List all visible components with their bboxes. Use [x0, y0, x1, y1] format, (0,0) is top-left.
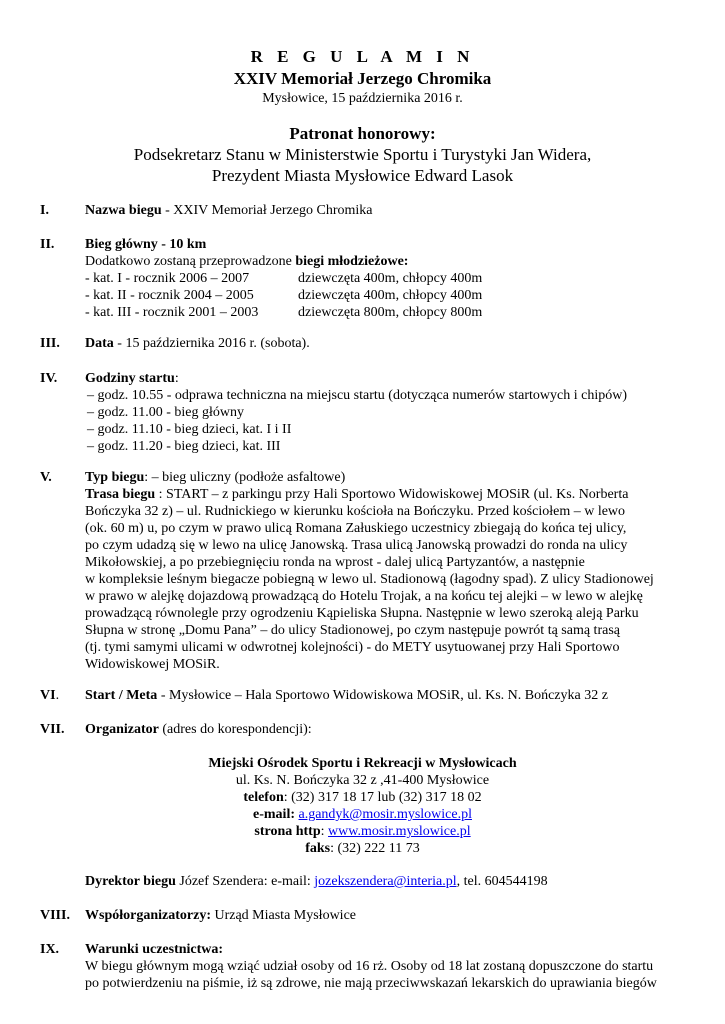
- organizer-email-link[interactable]: a.gandyk@mosir.myslowice.pl: [298, 807, 472, 822]
- director-label: Dyrektor biegu: [85, 874, 176, 889]
- route-line: w kompleksie leśnym biegacze pobiegną w lewo ul. Stadionową (łagodny spad). Z ulicy Stadionowej: [85, 572, 654, 587]
- route-label: Trasa biegu: [85, 487, 156, 502]
- schedule-item: – godz. 11.10 - bieg dzieci, kat. I i II: [87, 422, 292, 437]
- category-row: [85, 304, 685, 321]
- section-number: III.: [40, 336, 60, 351]
- organizer-name: Miejski Ośrodek Sportu i Rekreacji w Mysłowicach: [208, 756, 517, 771]
- fax-label: faks: [305, 841, 331, 856]
- section-number: V.: [40, 470, 52, 485]
- director-phone: , tel. 604544198: [456, 874, 548, 889]
- section-label: Nazwa biegu: [85, 203, 162, 218]
- race-type: : – bieg uliczny (podłoże asfaltowe): [144, 470, 346, 485]
- category-row: [85, 287, 685, 304]
- category-name: - kat. III - rocznik 2001 – 2003: [85, 305, 259, 320]
- conditions-line: po potwierdzeniu na piśmie, iż są zdrowe, nie mają przeciwwskazań lekarskich do uprawiania biegów: [85, 976, 657, 991]
- section-intro: Dodatkowo zostaną przeprowadzone: [85, 254, 296, 269]
- section-text: Urząd Miasta Mysłowice: [210, 908, 357, 923]
- route-line: w prawo w alejkę dojazdową prowadzącą do Hotelu Trojak, a na końcu tej alejki – w lewo w alejkę: [85, 589, 643, 604]
- document-title: R E G U L A M I N: [250, 47, 475, 66]
- organizer-address: ul. Ks. N. Bończyka 32 z ,41-400 Mysłowice: [235, 773, 490, 788]
- route-line: (tj. tymi samymi ulicami w odwrotnej kolejności) - do METY usytuowanej przy Hali Sportowo: [85, 640, 620, 655]
- section-number: IX.: [40, 942, 60, 957]
- organizer-website-link[interactable]: www.mosir.myslowice.pl: [328, 824, 471, 839]
- category-name: - kat. II - rocznik 2004 – 2005: [85, 288, 254, 303]
- event-name: XXIV Memoriał Jerzego Chromika: [233, 69, 492, 88]
- route-line: Bończyka 32 z) – ul. Rudnickiego w kierunku kościoła na Bończyku. Przed kościołem – w lewo: [85, 504, 626, 519]
- section-number-dot: .: [55, 688, 60, 703]
- schedule-item: – godz. 11.20 - bieg dzieci, kat. III: [87, 439, 281, 454]
- section-label: Współorganizatorzy:: [85, 908, 211, 923]
- section-label: Organizator: [85, 722, 159, 737]
- schedule-item: – godz. 10.55 - odprawa techniczna na miejscu startu (dotycząca numerów startowych i chipów): [87, 388, 627, 403]
- section-label: Godziny startu: [85, 371, 175, 386]
- route-line: : START – z parkingu przy Hali Sportowo Widowiskowej MOSiR (ul. Ks. Norberta: [155, 487, 629, 502]
- section-text: - 15 października 2016 r. (sobota).: [113, 336, 310, 351]
- schedule-item: – godz. 11.00 - bieg główny: [87, 405, 244, 420]
- section-number: VII.: [40, 722, 65, 737]
- section-text: - XXIV Memoriał Jerzego Chromika: [161, 203, 373, 218]
- route-line: (ok. 60 m) u, po czym w prawo ulicą Romana Załuskiego uczestnicy zbiegają do końca tej ulicy,: [85, 521, 627, 536]
- place-date: Mysłowice, 15 października 2016 r.: [262, 91, 463, 106]
- section-number: IV.: [40, 371, 58, 386]
- section-number: II.: [40, 237, 55, 252]
- section-label: Warunki uczestnictwa:: [85, 942, 224, 957]
- category-distances: dziewczęta 400m, chłopcy 400m: [298, 271, 483, 286]
- director-email-link[interactable]: jozekszendera@interia.pl: [314, 874, 457, 889]
- section-label: Typ biegu: [85, 470, 145, 485]
- route-line: prowadzącą równolegle przy ogrodzeniu Kąpieliska Słupna. Następnie w lewo szeroką aleją Parku: [85, 606, 639, 621]
- phone-value: : (32) 317 18 17 lub (32) 317 18 02: [283, 790, 482, 805]
- section-number: I.: [40, 203, 49, 218]
- organizer-block: [0, 755, 725, 857]
- section-label: Start / Meta: [85, 688, 158, 703]
- route-line: Widowiskowej MOSiR.: [85, 657, 220, 672]
- phone-label: telefon: [243, 790, 284, 805]
- website-colon: :: [320, 824, 329, 839]
- category-name: - kat. I - rocznik 2006 – 2007: [85, 271, 250, 286]
- route-line: Mikołowskiej, a po przebiegnięciu ronda na wprost - dalej ulicą Partyzantów, a następnie: [85, 555, 585, 570]
- patronage-line-2: Prezydent Miasta Mysłowice Edward Lasok: [211, 166, 514, 185]
- section-label: Bieg główny - 10 km: [85, 237, 207, 252]
- section-number: VIII.: [40, 908, 70, 923]
- route-line: po czym udadzą się w lewo na ulicę Janowską. Trasa ulicą Janowską prowadzi do ronda na ulicy: [85, 538, 628, 553]
- website-label: strona http: [254, 824, 321, 839]
- patronage-heading: Patronat honorowy:: [289, 124, 436, 143]
- fax-value: : (32) 222 11 73: [330, 841, 420, 856]
- patronage-line-1: Podsekretarz Stanu w Ministerstwie Sportu i Turystyki Jan Widera,: [133, 145, 592, 164]
- route-line: Słupna w stronę „Domu Pana” – do ulicy Stadionowej, po czym następuje powrót tą samą trasą: [85, 623, 620, 638]
- label-colon: :: [174, 371, 179, 386]
- section-intro-bold: biegi młodzieżowe:: [295, 254, 409, 269]
- section-number-text: VI: [40, 688, 56, 703]
- category-distances: dziewczęta 400m, chłopcy 400m: [298, 288, 483, 303]
- conditions-line: W biegu głównym mogą wziąć udział osoby od 16 rż. Osoby od 18 lat zostaną dopuszczone do startu: [85, 959, 654, 974]
- section-label: Data: [85, 336, 114, 351]
- category-row: [85, 270, 685, 287]
- email-label: e-mail:: [253, 807, 295, 822]
- section-text: - Mysłowice – Hala Sportowo Widowiskowa MOSiR, ul. Ks. N. Bończyka 32 z: [157, 688, 608, 703]
- section-text: (adres do korespondencji):: [158, 722, 312, 737]
- section-number: [40, 687, 59, 704]
- director-text: Józef Szendera: e-mail:: [175, 874, 315, 889]
- category-distances: dziewczęta 800m, chłopcy 800m: [298, 305, 483, 320]
